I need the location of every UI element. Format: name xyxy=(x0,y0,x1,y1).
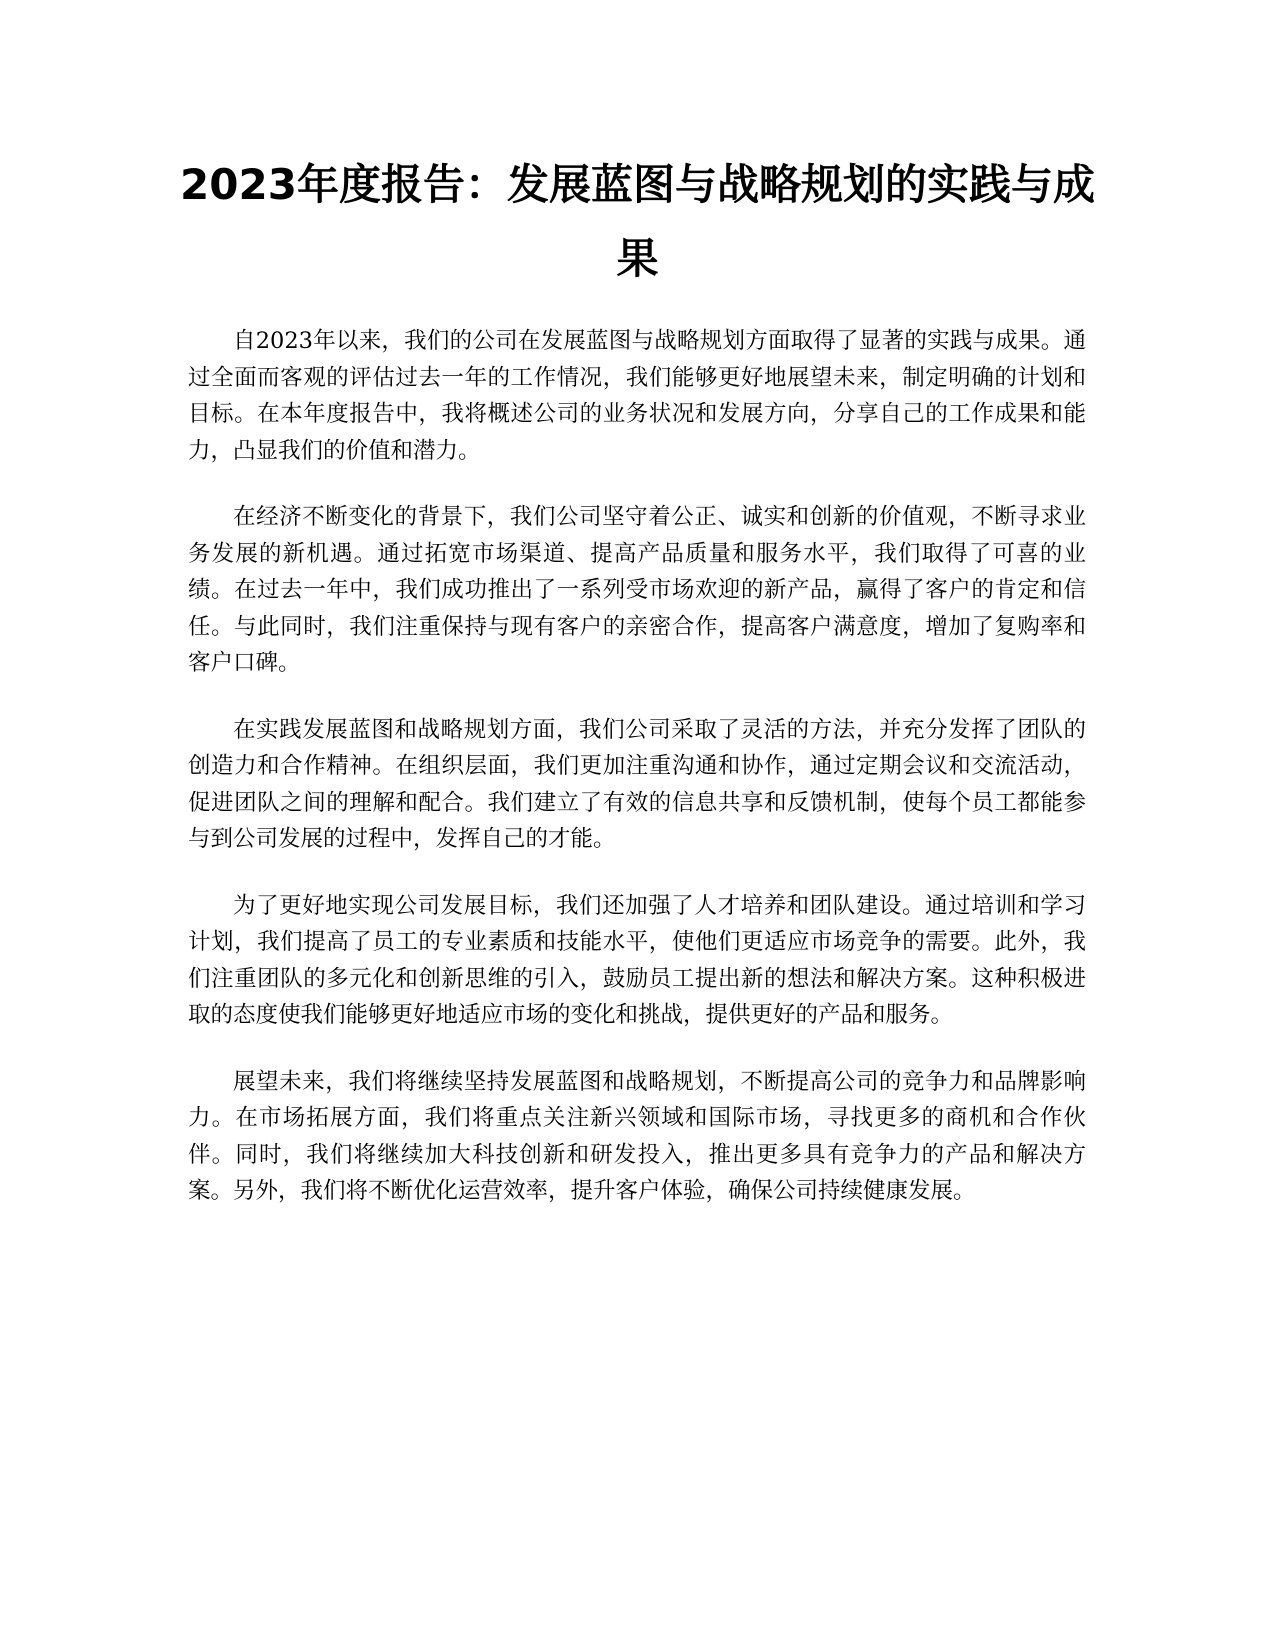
paragraph-strategy-practice: 在实践发展蓝图和战略规划方面，我们公司采取了灵活的方法，并充分发挥了团队的创造力和合作精神。在组织层面，我们更加注重沟通和协作，通过定期会议和交流活动，促进团队之间的理解和配合。我们建立了有效的信息共享和反馈机制，使每个员工都能参与到公司发展的过程中，发挥自己的才能。 xyxy=(188,716,1086,852)
document-title: 2023年度报告：发展蓝图与战略规划的实践与成果 xyxy=(180,160,1095,283)
document-body xyxy=(188,323,1086,1240)
paragraph-outlook: 展望未来，我们将继续坚持发展蓝图和战略规划，不断提高公司的竞争力和品牌影响力。在市场拓展方面，我们将重点关注新兴领域和国际市场，寻找更多的商机和合作伙伴。同时，我们将继续加大科技创新和研发投入，推出更多具有竞争力的产品和解决方案。另外，我们将不断优化运营效率，提升客户体验，确保公司持续健康发展。 xyxy=(188,1068,1086,1204)
paragraph-intro: 自2023年以来，我们的公司在发展蓝图与战略规划方面取得了显著的实践与成果。通过全面而客观的评估过去一年的工作情况，我们能够更好地展望未来，制定明确的计划和目标。在本年度报告中，我将概述公司的业务状况和发展方向，分享自己的工作成果和能力，凸显我们的价值和潜力。 xyxy=(188,328,1086,464)
paragraph-business-performance: 在经济不断变化的背景下，我们公司坚守着公正、诚实和创新的价值观，不断寻求业务发展的新机遇。通过拓宽市场渠道、提高产品质量和服务水平，我们取得了可喜的业绩。在过去一年中，我们成功推出了一系列受市场欢迎的新产品，赢得了客户的肯定和信任。与此同时，我们注重保持与现有客户的亲密合作，提高客户满意度，增加了复购率和客户口碑。 xyxy=(188,504,1086,676)
paragraph-talent-development: 为了更好地实现公司发展目标，我们还加强了人才培养和团队建设。通过培训和学习计划，我们提高了员工的专业素质和技能水平，使他们更适应市场竞争的需要。此外，我们注重团队的多元化和创新思维的引入，鼓励员工提出新的想法和解决方案。这种积极进取的态度使我们能够更好地适应市场的变化和挑战，提供更好的产品和服务。 xyxy=(188,892,1086,1028)
